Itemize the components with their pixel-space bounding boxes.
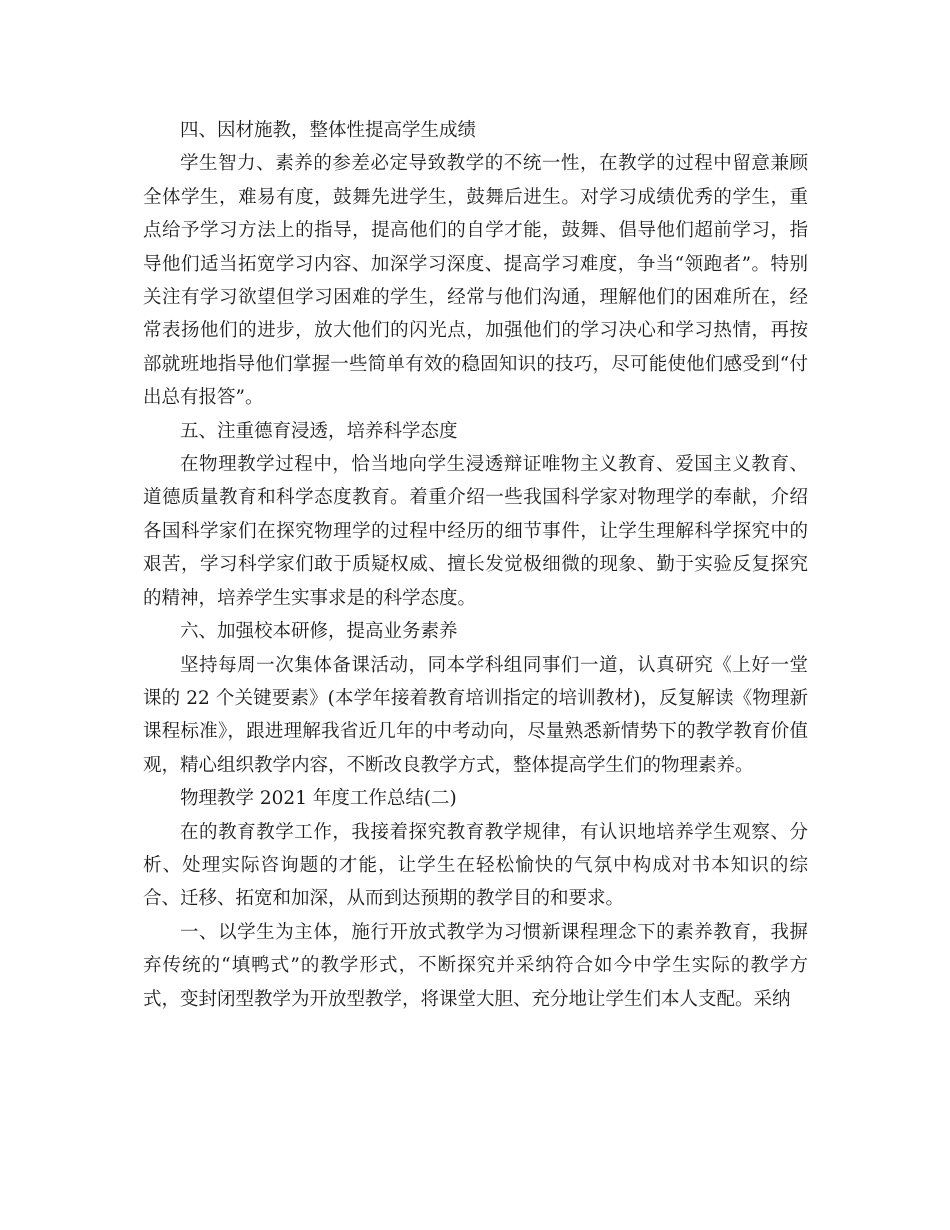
paragraph-summary-intro: 在的教育教学工作，我接着探究教育教学规律，有认识地培养学生观察、分析、处理实际咨询题的才能，让学生在轻松愉快的气氛中构成对书本知识的综合、迁移、拓宽和加深，从而到达预期的教学目的和要求。	[143, 821, 808, 910]
section-heading-5: 五、注重德育浸透，培养科学态度	[180, 420, 458, 442]
paragraph-student-centered: 一、以学生为主体，施行开放式教学为习惯新课程理念下的素养教育，我摒弃传统的“填鸭式”的教学形式，不断探究并采纳符合如今中学生实际的教学方式，变封闭型教学为开放型教学，将课堂大胆、充分地让学生们本人支配。采纳	[143, 921, 808, 1010]
paragraph-school-research: 坚持每周一次集体备课活动，同本学科组同事们一道，认真研究《上好一堂课的 22 个关键要素》(本学年接着教育培训指定的培训教材)，反复解读《物理新课程标准》，跟进理解我省近几年的中考动向，尽量熟悉新情势下的教学教育价值观，精心组织教学内容，不断改良教学方式，整体提高学生们的物理素养。	[143, 654, 808, 776]
document-body	[143, 114, 808, 1016]
summary-title-2: 物理教学 2021 年度工作总结(二)	[180, 788, 457, 810]
paragraph-tailored-teaching: 学生智力、素养的参差必定导致教学的不统一性，在教学的过程中留意兼顾全体学生，难易有度，鼓舞先进学生，鼓舞后进生。对学习成绩优秀的学生，重点给予学习方法上的指导，提高他们的自学才能，鼓舞、倡导他们超前学习，指导他们适当拓宽学习内容、加深学习深度、提高学习难度，争当“领跑者”。特别关注有学习欲望但学习困难的学生，经常与他们沟通，理解他们的困难所在，经常表扬他们的进步，放大他们的闪光点，加强他们的学习决心和学习热情，再按部就班地指导他们掌握一些简单有效的稳固知识的技巧，尽可能使他们感受到“付出总有报答”。	[143, 153, 808, 409]
paragraph-moral-education: 在物理教学过程中，恰当地向学生浸透辩证唯物主义教育、爱国主义教育、道德质量教育和科学态度教育。着重介绍一些我国科学家对物理学的奉献，介绍各国科学家们在探究物理学的过程中经历的细节事件，让学生理解科学探究中的艰苦，学习科学家们敢于质疑权威、擅长发觉极细微的现象、勤于实验反复探究的精神，培养学生实事求是的科学态度。	[143, 454, 808, 609]
section-heading-6: 六、加强校本研修，提高业务素养	[180, 621, 458, 643]
section-heading-4: 四、因材施教，整体性提高学生成绩	[180, 120, 477, 141]
